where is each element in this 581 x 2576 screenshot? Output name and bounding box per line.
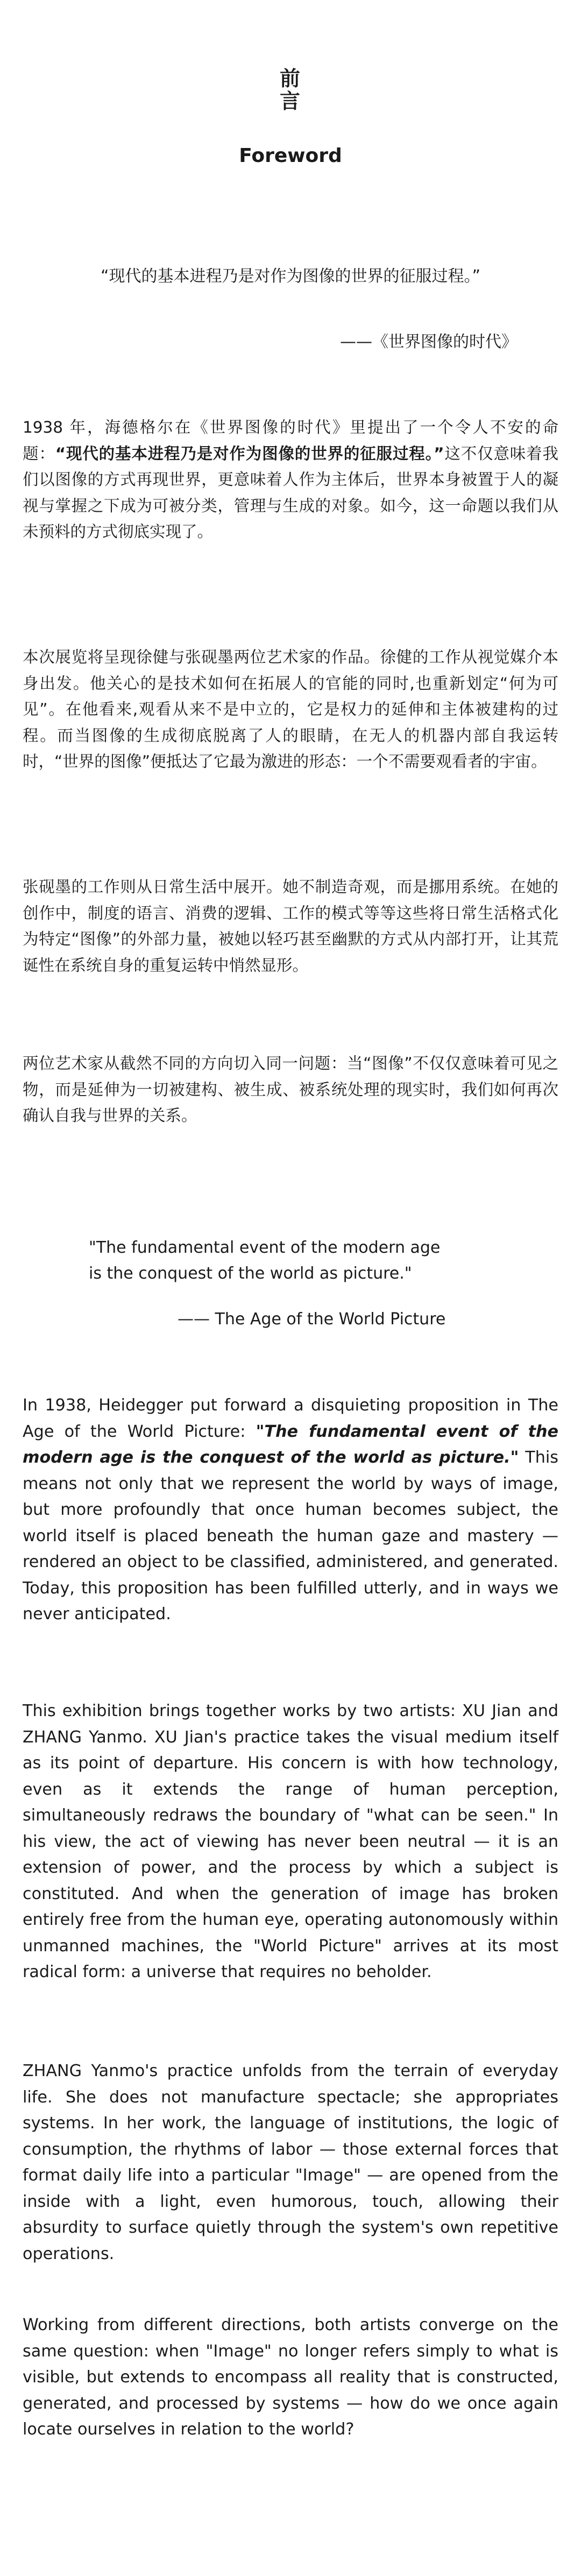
- page-title-zh-line-1: 前: [279, 67, 301, 90]
- epigraph-quote-en-line-1: "The fundamental event of the modern age: [89, 1238, 441, 1257]
- page-title-zh-line-2: 言: [279, 89, 301, 113]
- paragraph-zh-1: [23, 414, 558, 545]
- epigraph-attribution-zh: ——《世界图像的时代》: [340, 333, 518, 351]
- paragraph-en-1-intro: In 1938, Heidegger put forward a disquieting proposition in The Age of the World Picture:: [23, 1396, 558, 1441]
- epigraph-quote-en-line-2: is the conquest of the world as picture.": [89, 1264, 412, 1283]
- paragraph-zh-1-quote: “现代的基本进程乃是对作为图像的世界的征服过程。”: [55, 444, 444, 463]
- paragraph-en-1-body: This means not only that we represent the world by ways of image, but more profoundly that once human becomes subject, the world itself is placed beneath the human gaze and mastery — rendered an object to be classified, administered, and generated. Today, this proposition has been fulfilled utterly, and in ways we never anticipated.: [23, 1448, 558, 1624]
- paragraph-zh-4: 两位艺术家从截然不同的方向切入同一问题：当“图像”不仅仅意味着可见之物，而是延伸为一切被建构、被生成、被系统处理的现实时，我们如何再次确认自我与世界的关系。: [23, 1054, 558, 1125]
- paragraph-zh-1-body: 这不仅意味着我们以图像的方式再现世界，更意味着人作为主体后，世界本身被置于人的凝视与掌握之下成为可被分类，管理与生成的对象。如今，这一命题以我们从未预料的方式彻底实现了。: [23, 444, 558, 541]
- paragraph-en-4: Working from different directions, both artists converge on the same question: when "Image" no longer refers simply to what is visible, but extends to encompass all reality that is constructed, generated, and processed by systems — how do we once again locate ourselves in relation to the world?: [23, 2316, 558, 2439]
- epigraph-attribution-en: —— The Age of the World Picture: [178, 1310, 446, 1329]
- page-title-en: Foreword: [239, 145, 342, 167]
- paragraph-zh-2: 本次展览将呈现徐健与张砚墨两位艺术家的作品。徐健的工作从视觉媒介本身出发。他关心的是技术如何在拓展人的官能的同时,也重新划定“何为可见”。在他看来,观看从来不是中立的，它是权力的延伸和主体被建构的过程。而当图像的生成彻底脱离了人的眼睛，在无人的机器内部自我运转时，“世界的图像”便抵达了它最为激进的形态：一个不需要观看者的宇宙。: [23, 648, 558, 771]
- paragraph-en-2: This exhibition brings together works by two artists: XU Jian and ZHANG Yanmo. XU Jian's practice takes the visual medium itself as its point of departure. His concern is with how technology, even as it extends the range of human perception, simultaneously redraws the boundary of "what can be seen." In his view, the act of viewing has never been neutral — it is an extension of power, and the process by which a subject is constituted. And when the generation of image has broken entirely free from the human eye, operating autonomously within unmanned machines, the "World Picture" arrives at its most radical form: a universe that requires no beholder.: [23, 1702, 558, 1981]
- paragraph-en-1: [23, 1393, 558, 1628]
- epigraph-quote-zh: “现代的基本进程乃是对作为图像的世界的征服过程。”: [100, 267, 481, 286]
- paragraph-en-1-quote: "The fundamental event of the modern age is the conquest of the world as picture.": [23, 1422, 558, 1467]
- epigraph-quote-en: [89, 1235, 519, 1287]
- paragraph-zh-1-intro: 1938 年，海德格尔在《世界图像的时代》里提出了一个令人不安的命题：: [23, 418, 558, 463]
- paragraph-en-3: ZHANG Yanmo's practice unfolds from the terrain of everyday life. She does not manufacture spectacle; she appropriates systems. In her work, the language of institutions, the logic of consumption, the rhythms of labor — those external forces that format daily life into a particular "Image" — are opened from the inside with a light, even humorous, touch, allowing their absurdity to surface quietly through the system's own repetitive operations.: [23, 2062, 558, 2263]
- paragraph-zh-3: 张砚墨的工作则从日常生活中展开。她不制造奇观，而是挪用系统。在她的创作中，制度的语言、消费的逻辑、工作的模式等等这些将日常生活格式化为特定“图像”的外部力量，被她以轻巧甚至幽默的方式从内部打开，让其荒诞性在系统自身的重复运转中悄然显形。: [23, 878, 558, 975]
